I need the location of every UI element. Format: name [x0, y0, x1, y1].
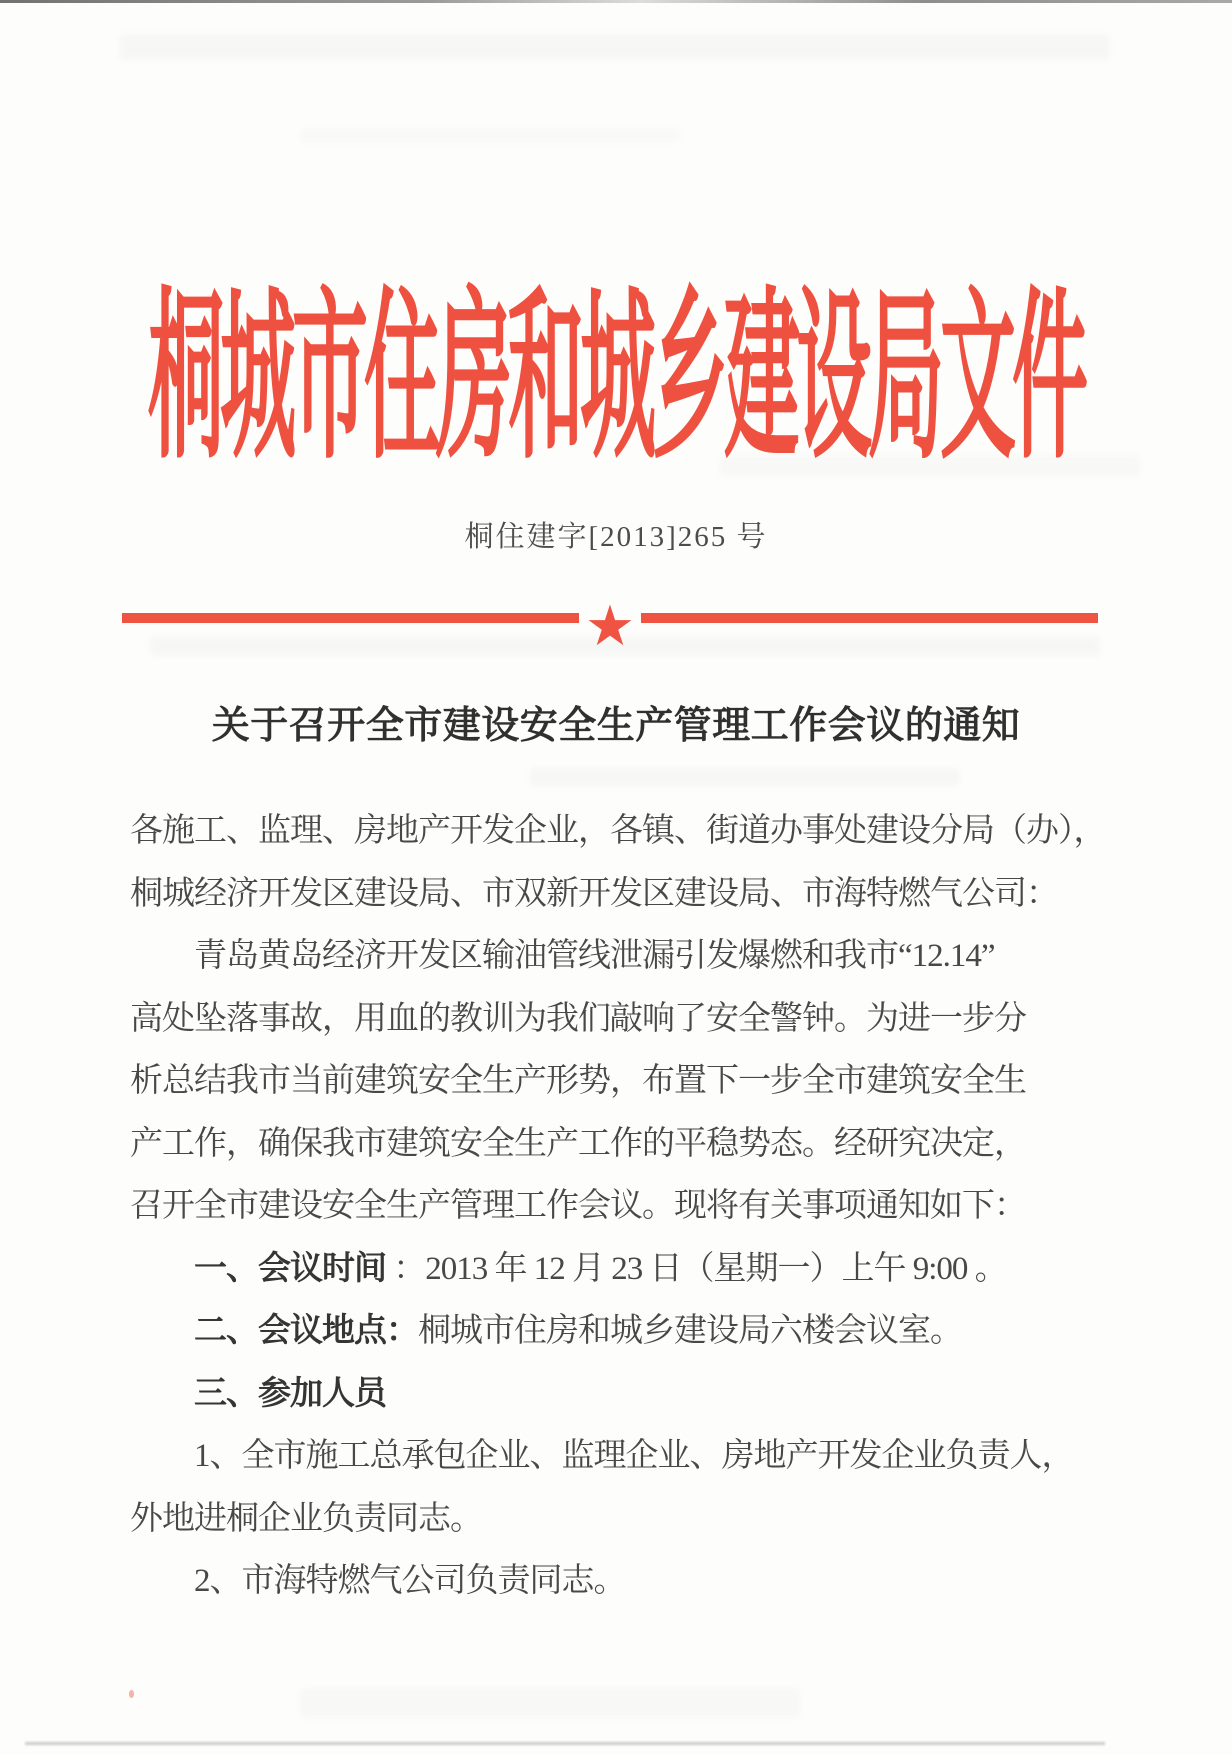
notice-title: 关于召开全市建设安全生产管理工作会议的通知 [211, 705, 1021, 747]
body-line [130, 800, 1110, 863]
body-text-segment: ：2013 年 12 月 23 日（星期一）上午 9:00 。 [386, 1250, 1007, 1287]
scan-artifact [300, 1688, 800, 1718]
scan-artifact [300, 128, 680, 142]
body-text-segment: 各施工、监理、房地产开发企业，各镇、街道办事处建设分局（办）， [130, 813, 1106, 849]
body-line [130, 1425, 1110, 1488]
body-text-segment: 召开全市建设安全生产管理工作会议。现将有关事项通知如下： [130, 1188, 1026, 1224]
agency-header-title: 桐城市住房和城乡建设局文件 [148, 278, 1084, 482]
body-line [130, 1238, 1110, 1301]
body-heading-segment: 一、会议时间 [194, 1250, 386, 1287]
body-heading-segment: 三、参加人员 [194, 1375, 386, 1412]
body-line [130, 1175, 1110, 1238]
body-text-segment: 外地进桐企业负责同志。 [130, 1500, 482, 1537]
body-text-segment: 桐城市住房和城乡建设局六楼会议室。 [418, 1313, 962, 1349]
notice-body [130, 800, 1110, 1613]
body-line [130, 1488, 1110, 1551]
body-text-segment [130, 1251, 194, 1287]
body-heading-segment: 二、会议地点： [194, 1313, 418, 1349]
body-text-segment [130, 1313, 194, 1349]
scan-artifact [530, 768, 960, 786]
body-line [130, 1300, 1110, 1363]
divider-bar-left [122, 613, 579, 623]
body-text-segment: 2、市海特燃气公司负责同志。 [130, 1563, 626, 1599]
body-line [130, 1113, 1110, 1176]
body-text-segment: 1、全市施工总承包企业、监理企业、房地产开发企业负责人， [130, 1438, 1074, 1474]
scan-artifact [120, 34, 1110, 60]
body-line [130, 1550, 1110, 1613]
body-text-segment: 桐城经济开发区建设局、市双新开发区建设局、市海特燃气公司： [130, 875, 1058, 912]
body-line [130, 988, 1110, 1051]
body-line [130, 925, 1110, 988]
star-icon: ★ [584, 596, 636, 658]
body-text-segment: 青岛黄岛经济开发区输油管线泄漏引发爆燃和我市“12.14” [130, 938, 995, 974]
body-line [130, 863, 1110, 926]
scan-edge-bottom [25, 1742, 1105, 1745]
body-text-segment: 析总结我市当前建筑安全生产形势，布置下一步全市建筑安全生 [130, 1063, 1026, 1099]
body-text-segment [130, 1376, 194, 1412]
scan-edge-top [0, 0, 1232, 3]
scan-artifact-red-speck [129, 1690, 134, 1698]
red-divider-rule [122, 596, 1098, 658]
body-line [130, 1363, 1110, 1426]
body-line [130, 1050, 1110, 1113]
body-text-segment: 高处坠落事故，用血的教训为我们敲响了安全警钟。为进一步分 [130, 1000, 1026, 1037]
divider-bar-right [641, 613, 1098, 623]
document-number: 桐住建字[2013]265 号 [464, 521, 768, 553]
body-text-segment: 产工作，确保我市建筑安全生产工作的平稳势态。经研究决定， [130, 1125, 1026, 1162]
